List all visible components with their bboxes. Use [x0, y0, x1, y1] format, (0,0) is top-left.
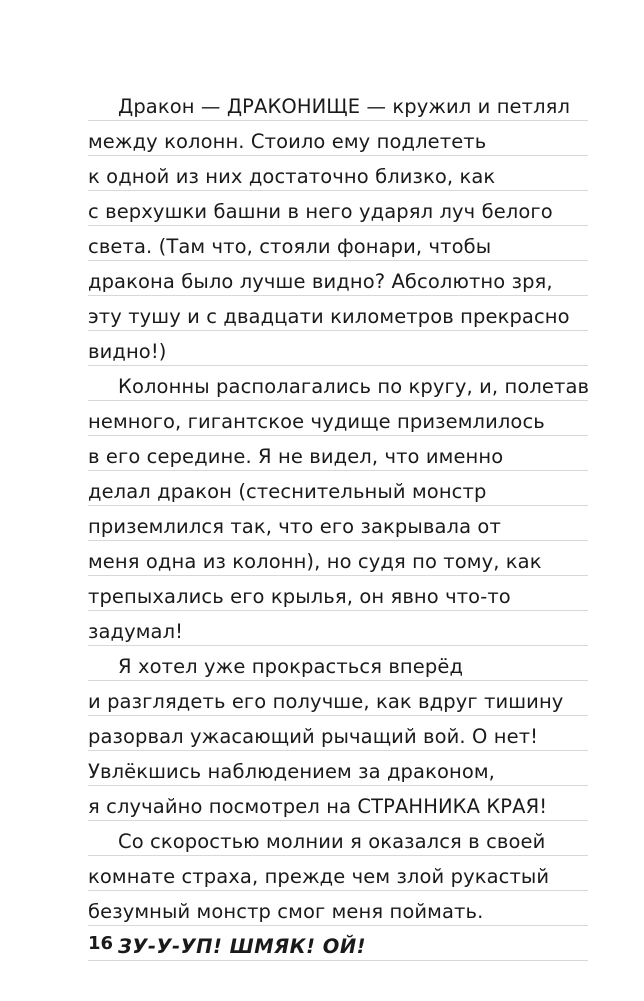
text-line: Со скоростью молнии я оказался в своей	[88, 821, 588, 856]
text-line: безумный монстр смог меня поймать.	[88, 891, 588, 926]
text-line: в его середине. Я не видел, что именно	[88, 436, 588, 471]
text-line: я случайно посмотрел на СТРАННИКА КРАЯ!	[88, 786, 588, 821]
text-line: дракона было лучше видно? Абсолютно зря,	[88, 261, 588, 296]
text-line: Колонны располагались по кругу, и, полетав	[88, 366, 588, 401]
text-line: приземлился так, что его закрывала от	[88, 506, 588, 541]
text-line: Я хотел уже прокрасться вперёд	[88, 646, 588, 681]
text-line-exclamation: ЗУ-У-УП! ШМЯК! ОЙ!	[88, 926, 588, 961]
text-line: между колонн. Стоило ему подлететь	[88, 121, 588, 156]
text-line: трепыхались его крылья, он явно что-то	[88, 576, 588, 611]
text-line: немного, гигантское чудище приземлилось	[88, 401, 588, 436]
text-line: к одной из них достаточно близко, как	[88, 156, 588, 191]
text-line: Дракон — ДРАКОНИЩЕ — кружил и петлял	[88, 86, 588, 121]
text-line: меня одна из колонн), но судя по тому, как	[88, 541, 588, 576]
text-line: с верхушки башни в него ударял луч белого	[88, 191, 588, 226]
page-number: 16	[88, 933, 114, 954]
text-line: Увлёкшись наблюдением за драконом,	[88, 751, 588, 786]
text-line: видно!)	[88, 331, 588, 366]
text-line: света. (Там что, стояли фонари, чтобы	[88, 226, 588, 261]
text-line: комнате страха, прежде чем злой рукастый	[88, 856, 588, 891]
page-text	[88, 86, 588, 961]
text-line: и разглядеть его получше, как вдруг тишину	[88, 681, 588, 716]
text-line: делал дракон (стеснительный монстр	[88, 471, 588, 506]
text-line: разорвал ужасающий рычащий вой. О нет!	[88, 716, 588, 751]
text-line: эту тушу и с двадцати километров прекрасно	[88, 296, 588, 331]
text-line: задумал!	[88, 611, 588, 646]
